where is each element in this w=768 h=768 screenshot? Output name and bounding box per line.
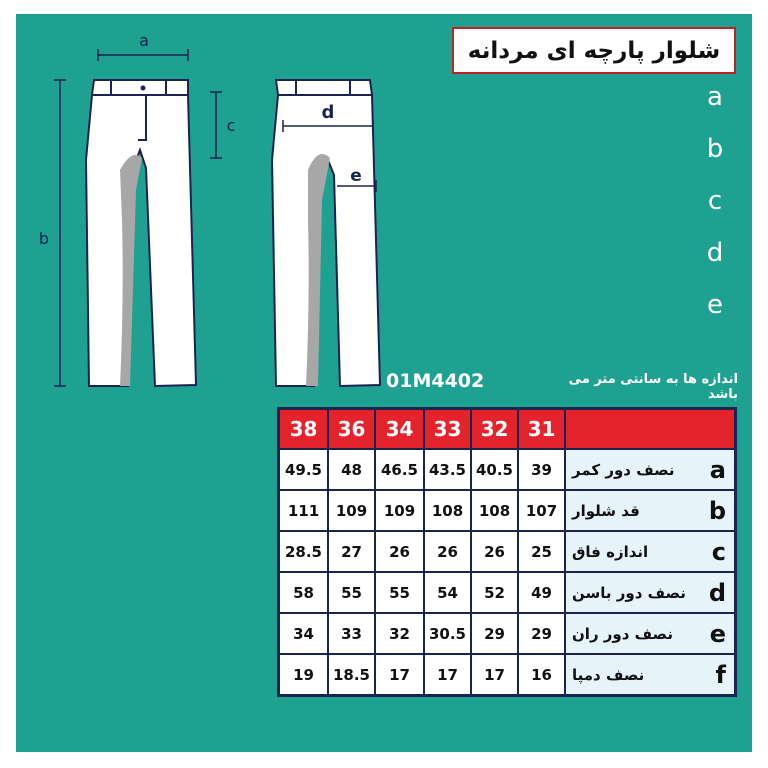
- unit-note: اندازه ها به سانتی متر می باشد: [568, 372, 738, 402]
- row-label: [565, 449, 736, 490]
- table-cell: 40.5: [471, 449, 518, 490]
- legend-letter-e: e: [707, 290, 723, 320]
- table-cell: 107: [518, 490, 565, 531]
- table-cell: 49: [518, 572, 565, 613]
- size-header: 36: [328, 409, 375, 450]
- table-row: [279, 572, 736, 613]
- table-cell: 25: [518, 531, 565, 572]
- size-header: 33: [424, 409, 471, 450]
- row-label: [565, 613, 736, 654]
- table-row: [279, 654, 736, 696]
- row-label: [565, 490, 736, 531]
- front-pants-drawing: [86, 80, 196, 386]
- row-label-letter: d: [708, 578, 726, 607]
- row-label: [565, 572, 736, 613]
- table-cell: 18.5: [328, 654, 375, 696]
- table-cell: 26: [471, 531, 518, 572]
- row-label-letter: f: [715, 660, 726, 689]
- row-label-letter: e: [709, 619, 726, 648]
- dim-label-e: e: [350, 166, 362, 186]
- table-cell: 52: [471, 572, 518, 613]
- table-row: [279, 613, 736, 654]
- row-label-text: قد شلوار: [572, 501, 640, 520]
- table-row: [279, 449, 736, 490]
- row-label: [565, 654, 736, 696]
- row-label-text: نصف دور کمر: [572, 460, 675, 479]
- table-cell: 32: [375, 613, 424, 654]
- table-cell: 55: [328, 572, 375, 613]
- row-label-letter: c: [711, 537, 726, 566]
- table-row: [279, 490, 736, 531]
- table-cell: 55: [375, 572, 424, 613]
- size-header: 32: [471, 409, 518, 450]
- table-cell: 17: [424, 654, 471, 696]
- table-cell: 39: [518, 449, 565, 490]
- table-cell: 108: [471, 490, 518, 531]
- product-title: شلوار پارچه ای مردانه: [452, 27, 736, 74]
- legend-letter-a: a: [707, 82, 723, 112]
- dim-label-a: a: [139, 31, 149, 50]
- table-cell: 17: [471, 654, 518, 696]
- table-cell: 19: [279, 654, 329, 696]
- row-label-text: نصف دور ران: [572, 624, 673, 643]
- table-cell: 33: [328, 613, 375, 654]
- legend-letter-b: b: [706, 134, 724, 164]
- table-cell: 54: [424, 572, 471, 613]
- table-cell: 111: [279, 490, 329, 531]
- row-label-letter: a: [709, 455, 726, 484]
- size-header: 38: [279, 409, 329, 450]
- table-cell: 43.5: [424, 449, 471, 490]
- row-label-text: نصف دور باسن: [572, 583, 686, 602]
- table-cell: 46.5: [375, 449, 424, 490]
- table-cell: 17: [375, 654, 424, 696]
- table-cell: 34: [279, 613, 329, 654]
- dim-label-c: c: [226, 116, 236, 135]
- size-header: 31: [518, 409, 565, 450]
- dim-label-b: b: [38, 229, 50, 248]
- table-row: [279, 531, 736, 572]
- table-cell: 109: [375, 490, 424, 531]
- size-header-row: [279, 409, 736, 450]
- row-label-letter: b: [708, 496, 726, 525]
- row-label-text: نصف دمپا: [572, 665, 645, 684]
- row-label: [565, 531, 736, 572]
- dim-label-d: d: [321, 102, 335, 123]
- legend-letter-d: d: [706, 238, 724, 268]
- table-cell: 29: [471, 613, 518, 654]
- table-cell: 27: [328, 531, 375, 572]
- row-label-text: اندازه فاق: [572, 542, 649, 561]
- model-code: 01M4402: [386, 370, 485, 392]
- table-cell: 49.5: [279, 449, 329, 490]
- legend-letter-c: c: [707, 186, 723, 216]
- table-cell: 29: [518, 613, 565, 654]
- table-cell: 30.5: [424, 613, 471, 654]
- size-header: 34: [375, 409, 424, 450]
- table-cell: 28.5: [279, 531, 329, 572]
- table-cell: 48: [328, 449, 375, 490]
- table-cell: 58: [279, 572, 329, 613]
- header-label-cell: [565, 409, 736, 450]
- table-cell: 109: [328, 490, 375, 531]
- legend-letters: [700, 80, 730, 340]
- table-cell: 108: [424, 490, 471, 531]
- table-cell: 26: [424, 531, 471, 572]
- table-cell: 16: [518, 654, 565, 696]
- size-table: [277, 407, 737, 697]
- table-cell: 26: [375, 531, 424, 572]
